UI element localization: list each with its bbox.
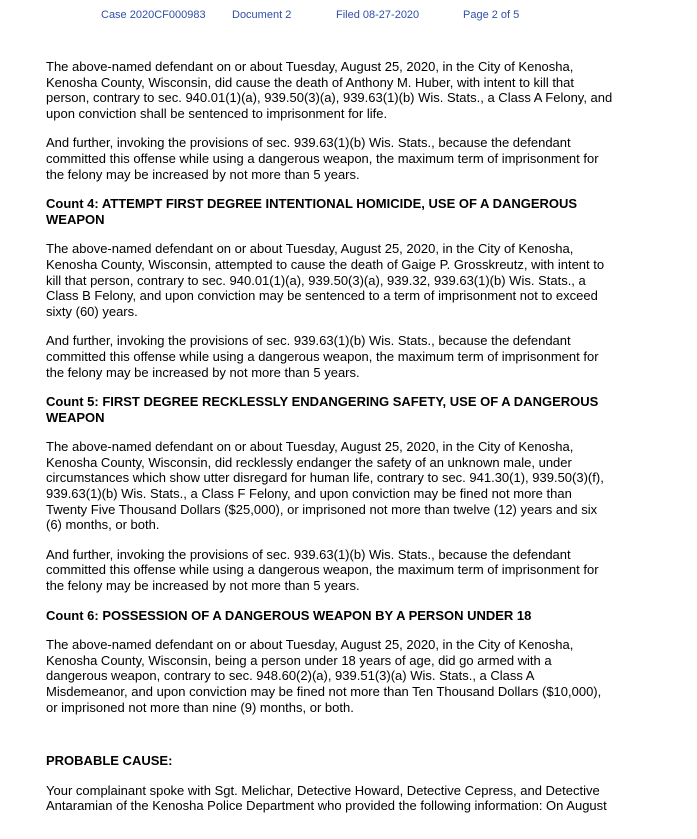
text-line: PROBABLE CAUSE:	[46, 753, 173, 769]
text-line: kill that person, contrary to sec. 940.01(1)(a), 939.50(3)(a), 939.32, 939.63(1)(b) Wis. Stats., a	[46, 272, 586, 288]
text-line: sixty (60) years.	[46, 303, 138, 319]
filed-date: Filed 08-27-2020	[336, 9, 420, 21]
text-line: committed this offense while using a dangerous weapon, the maximum term of imprisonment for	[46, 562, 599, 578]
text-line: committed this offense while using a dangerous weapon, the maximum term of imprisonment for	[46, 348, 599, 364]
document-number: Document 2	[232, 9, 292, 21]
text-line: WEAPON	[46, 211, 105, 227]
text-line: Twenty Five Thousand Dollars ($25,000), or imprisoned not more than twelve (12) years and six	[46, 501, 598, 517]
count4-heading	[46, 196, 656, 227]
text-line: The above-named defendant on or about Tuesday, August 25, 2020, in the City of Kenosha,	[46, 637, 574, 653]
text-line: Count 5: FIRST DEGREE RECKLESSLY ENDANGERING SAFETY, USE OF A DANGEROUS	[46, 394, 599, 410]
text-line: (6) months, or both.	[46, 517, 160, 533]
document-body	[46, 59, 656, 828]
count6-heading	[46, 608, 656, 624]
text-line: person, contrary to sec. 940.01(1)(a), 939.50(3)(a), 939.63(1)(b) Wis. Stats., a Class A Felony, and	[46, 90, 613, 106]
text-line: Kenosha County, Wisconsin, attempted to cause the death of Gaige P. Grosskreutz, with intent to	[46, 256, 605, 272]
text-line: Kenosha County, Wisconsin, being a person under 18 years of age, did go armed with a	[46, 652, 552, 668]
text-line: Count 4: ATTEMPT FIRST DEGREE INTENTIONAL HOMICIDE, USE OF A DANGEROUS	[46, 196, 578, 212]
text-line: The above-named defendant on or about Tuesday, August 25, 2020, in the City of Kenosha,	[46, 241, 574, 257]
text-line: Your complainant spoke with Sgt. Melichar, Detective Howard, Detective Cepress, and Detective	[46, 782, 600, 798]
text-line: Kenosha County, Wisconsin, did recklessly endanger the safety of an unknown male, under	[46, 454, 572, 470]
text-line: Kenosha County, Wisconsin, did cause the death of Anthony M. Huber, with intent to kill that	[46, 74, 575, 90]
text-line: And further, invoking the provisions of sec. 939.63(1)(b) Wis. Stats., because the defendant	[46, 333, 571, 349]
text-line: Count 6: POSSESSION OF A DANGEROUS WEAPON BY A PERSON UNDER 18	[46, 607, 532, 623]
page-number: Page 2 of 5	[463, 9, 520, 21]
text-line: the felony may be increased by not more than 5 years.	[46, 364, 360, 380]
text-line: or imprisoned not more than nine (9) months, or both.	[46, 699, 354, 715]
text-line: The above-named defendant on or about Tuesday, August 25, 2020, in the City of Kenosha,	[46, 59, 574, 74]
text-line: committed this offense while using a dangerous weapon, the maximum term of imprisonment for	[46, 150, 599, 166]
text-line: the felony may be increased by not more than 5 years.	[46, 166, 360, 182]
count3-weapon-enhancer-paragraph	[46, 135, 656, 182]
text-line: dangerous weapon, contrary to sec. 948.60(2)(a), 939.51(3)(a) Wis. Stats., a Class A	[46, 668, 535, 684]
probable-cause-heading	[46, 753, 656, 769]
text-line: Antaramian of the Kenosha Police Department who provided the following information: On August	[46, 798, 607, 814]
document-header	[0, 9, 697, 25]
text-line: And further, invoking the provisions of sec. 939.63(1)(b) Wis. Stats., because the defendant	[46, 546, 571, 562]
text-line: The above-named defendant on or about Tuesday, August 25, 2020, in the City of Kenosha,	[46, 439, 574, 455]
count4-weapon-enhancer-paragraph	[46, 333, 656, 380]
count4-charge-paragraph	[46, 241, 656, 319]
count5-heading	[46, 394, 656, 425]
count5-weapon-enhancer-paragraph	[46, 547, 656, 594]
probable-cause-paragraph	[46, 783, 656, 814]
text-line: circumstances which show utter disregard for human life, contrary to sec. 941.30(1), 939.50(3)(f),	[46, 470, 604, 486]
section-spacer	[46, 729, 656, 753]
text-line: 939.63(1)(b) Wis. Stats., a Class F Felony, and upon conviction may be fined not more than	[46, 486, 572, 502]
text-line: Misdemeanor, and upon conviction may be fined not more than Ten Thousand Dollars ($10,000),	[46, 684, 602, 699]
count6-charge-paragraph	[46, 637, 656, 715]
count5-charge-paragraph	[46, 439, 656, 533]
case-number: Case 2020CF000983	[101, 9, 206, 21]
text-line: upon conviction shall be sentenced to imprisonment for life.	[46, 105, 388, 121]
text-line: And further, invoking the provisions of sec. 939.63(1)(b) Wis. Stats., because the defendant	[46, 135, 571, 151]
text-line: WEAPON	[46, 409, 105, 425]
count3-charge-paragraph	[46, 59, 656, 121]
text-line: the felony may be increased by not more than 5 years.	[46, 578, 360, 594]
text-line: Class B Felony, and upon conviction may be sentenced to a term of imprisonment not to exceed	[46, 288, 598, 304]
